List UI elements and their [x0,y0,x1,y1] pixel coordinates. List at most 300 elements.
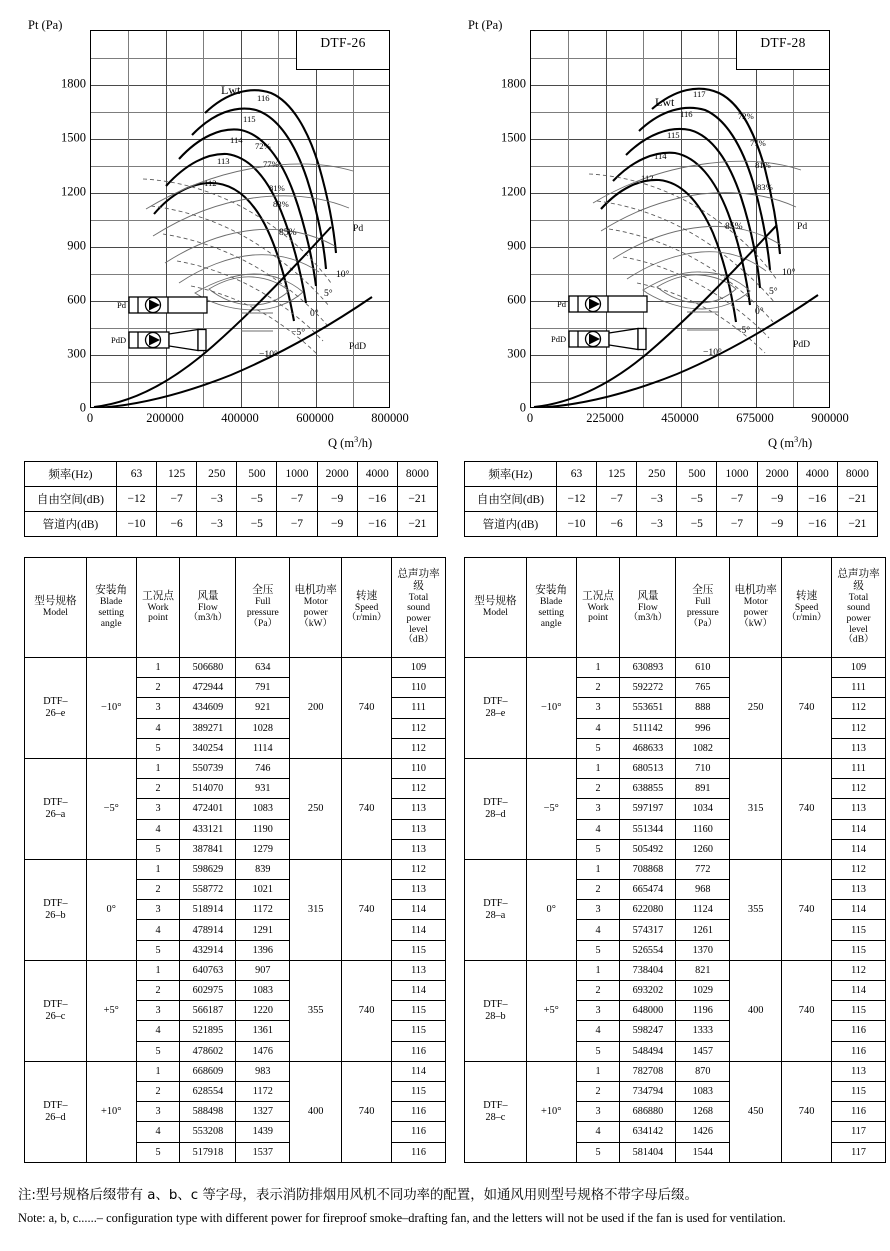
pd-icon-label: Pd [117,300,126,310]
flow-cell: 558772 [180,880,236,900]
work-point-cell: 2 [576,779,620,799]
sound-power-cell: 115 [392,1001,446,1021]
column-header-en: Speed [354,601,379,613]
column-header-en: sound [407,602,430,614]
freq-row-header: 自由空间(dB) [465,487,557,512]
full-pressure-cell: 610 [676,658,730,678]
freq-cell: −3 [197,487,237,512]
full-pressure-cell: 1370 [676,940,730,960]
freq-row-header: 自由空间(dB) [25,487,117,512]
flow-cell: 734794 [620,1081,676,1101]
header-row [25,558,446,658]
freq-cell: −9 [317,487,357,512]
model-line: 28–c [485,1111,506,1123]
chart-x-axis-label [328,434,372,451]
freq-cell: 2000 [317,462,357,487]
work-point-cell: 4 [136,819,180,839]
freq-cell: 63 [116,462,156,487]
flow-cell: 518914 [180,900,236,920]
x-axis-label-suffix: /h) [358,436,373,451]
pdd-icon-label: PdD [551,334,567,344]
column-header [136,558,180,658]
freq-cell: 500 [677,462,717,487]
flow-cell: 521895 [180,1021,236,1041]
column-header-cn: 转速 [796,590,818,602]
sound-power-cell: 113 [392,839,446,859]
work-point-cell: 3 [576,1102,620,1122]
work-point-cell: 4 [576,718,620,738]
sound-power-cell: 112 [392,718,446,738]
flow-cell: 597197 [620,799,676,819]
work-point-cell: 1 [576,658,620,678]
work-point-cell: 1 [136,758,180,778]
sound-power-cell: 114 [832,981,886,1001]
freq-table-row [25,487,438,512]
flow-cell: 680513 [620,758,676,778]
freq-table-row [465,512,878,537]
column-header-cn: 型号规格 [34,596,77,608]
sound-power-cell: 116 [392,1102,446,1122]
work-point-cell: 3 [136,799,180,819]
column-header-en: power [846,612,871,624]
freq-cell: −21 [397,512,437,537]
model-line: 26–e [45,707,66,719]
lwt-curve-116: 116 [680,109,693,119]
freq-cell: −3 [197,512,237,537]
pdd-curve-label: PdD [349,341,367,352]
speed-cell: 740 [342,960,392,1061]
sound-power-cell: 116 [392,1142,446,1162]
speed-cell: 740 [342,1061,392,1162]
model-line: 28–d [485,808,506,820]
work-point-cell: 4 [136,920,180,940]
blade-angle-cell: 0° [526,859,576,960]
model-line: DTF– [483,1100,508,1111]
efficiency-81: 81% [755,160,771,170]
freq-cell: −10 [556,512,596,537]
y-tick-900: 900 [67,238,86,253]
model-cell [25,859,87,960]
work-point-cell: 3 [576,799,620,819]
chart-y-axis-label: Pt (Pa) [28,18,63,32]
efficiency-77: 77% [750,138,766,148]
full-pressure-cell: 1220 [236,1001,290,1021]
freq-cell: −7 [277,487,317,512]
speed-cell: 740 [342,658,392,759]
octave-band-table-dtf26 [24,461,438,537]
freq-cell: 250 [637,462,677,487]
freq-cell: −7 [157,487,197,512]
chart-x-axis-label [768,434,812,451]
sound-power-cell: 115 [832,940,886,960]
sound-power-cell: 113 [832,880,886,900]
performance-data-table-dtf26 [24,557,446,1163]
model-cell [465,960,527,1061]
chart-model-tag: DTF-26 [296,30,390,70]
column-header [676,558,730,658]
full-pressure-cell: 1083 [236,799,290,819]
motor-power-cell: 400 [730,960,782,1061]
full-pressure-cell: 1190 [236,819,290,839]
x-tick-200000: 200000 [146,411,184,425]
lwt-curve-116: 116 [257,93,270,103]
model-line: DTF– [43,797,68,809]
table-header [465,558,886,658]
sound-power-cell: 112 [832,779,886,799]
performance-data-table-dtf28 [464,557,886,1163]
model-line: 26–d [45,1111,66,1123]
diffuser-duct-fan-icon [128,328,208,352]
sound-power-cell: 113 [832,1061,886,1081]
full-pressure-cell: 968 [676,880,730,900]
model-line: DTF– [43,1100,68,1111]
freq-row-header: 管道内(dB) [25,512,117,537]
speed-cell: 740 [782,758,832,859]
freq-cell: 2000 [757,462,797,487]
work-point-cell: 4 [136,718,180,738]
column-header-en: Motor [743,596,768,608]
flow-cell: 478602 [180,1041,236,1061]
column-header [342,558,392,658]
sound-power-cell: 115 [832,1001,886,1021]
blade-angle-minus10: −10° [703,347,722,358]
column-header-cn: 安装角 [535,585,568,597]
chart-curves [531,31,830,408]
full-pressure-cell: 1291 [236,920,290,940]
full-pressure-cell: 839 [236,859,290,879]
column-header-en: sound [847,602,870,614]
chart-plot-area [90,30,390,408]
column-header [25,558,87,658]
blade-angle-cell: −5° [86,758,136,859]
flow-cell: 592272 [620,678,676,698]
flow-cell: 505492 [620,839,676,859]
work-point-cell: 4 [576,819,620,839]
table-row [25,1061,446,1081]
column-header-cn: 风量 [197,590,219,602]
freq-cell: 500 [237,462,277,487]
flow-cell: 433121 [180,819,236,839]
column-header-en: Work [587,601,609,613]
full-pressure-cell: 1034 [676,799,730,819]
pdd-fan-icon [551,327,648,351]
flow-cell: 640763 [180,960,236,980]
sound-power-cell: 111 [832,678,886,698]
full-pressure-cell: 1124 [676,900,730,920]
sound-power-cell: 112 [392,859,446,879]
model-cell [25,960,87,1061]
column-header-en: Model [482,607,508,619]
speed-cell: 740 [782,960,832,1061]
flow-cell: 526554 [620,940,676,960]
column-header-en: （Pa） [688,617,718,629]
work-point-cell: 3 [136,1001,180,1021]
header-row [465,558,886,658]
straight-duct-fan-icon [128,294,208,316]
column-header [526,558,576,658]
model-cell [465,758,527,859]
column-header-en: pressure [246,607,279,619]
full-pressure-cell: 1476 [236,1041,290,1061]
sound-power-cell: 112 [832,859,886,879]
table-row [465,1061,886,1081]
freq-cell: −9 [757,487,797,512]
model-line: 26–b [45,909,66,921]
column-header-cn: 全压 [692,585,714,597]
sound-power-cell: 116 [832,1021,886,1041]
efficiency-83: 83% [273,199,289,209]
freq-table-row [465,462,878,487]
freq-cell: −5 [677,512,717,537]
flow-cell: 434609 [180,698,236,718]
work-point-cell: 5 [136,1041,180,1061]
work-point-cell: 4 [136,1021,180,1041]
work-point-cell: 2 [136,779,180,799]
full-pressure-cell: 1544 [676,1142,730,1162]
full-pressure-cell: 1160 [676,819,730,839]
column-header-en: level [409,623,428,635]
y-tick-900: 900 [507,238,526,253]
table-row [25,758,446,778]
lwt-curve-114: 114 [230,135,243,145]
full-pressure-cell: 1327 [236,1102,290,1122]
model-line: DTF– [483,696,508,708]
work-point-cell: 1 [136,960,180,980]
work-point-cell: 5 [576,940,620,960]
column-header-cn: 全压 [252,585,274,597]
table-body [465,658,886,1163]
y-tick-0: 0 [79,400,86,415]
flow-cell: 686880 [620,1102,676,1122]
work-point-cell: 3 [136,1102,180,1122]
column-header [180,558,236,658]
full-pressure-cell: 1083 [236,981,290,1001]
sound-power-cell: 109 [832,658,886,678]
x-axis-label-suffix: /h) [798,436,813,451]
lwt-curve-115: 115 [667,130,680,140]
freq-cell: −5 [237,512,277,537]
column-header-en: Total [848,591,869,603]
performance-chart-dtf26 [28,18,418,451]
full-pressure-cell: 1172 [236,1081,290,1101]
work-point-cell: 2 [576,678,620,698]
freq-cell: −12 [556,487,596,512]
flow-cell: 708868 [620,859,676,879]
y-tick-600: 600 [67,292,86,307]
sound-power-cell: 110 [392,678,446,698]
freq-cell: −5 [237,487,277,512]
sound-power-cell: 115 [392,940,446,960]
model-cell [25,658,87,759]
full-pressure-cell: 710 [676,758,730,778]
work-point-cell: 4 [576,1021,620,1041]
y-tick-1200: 1200 [61,184,86,199]
efficiency-85: 85% [725,221,743,232]
motor-power-cell: 450 [730,1061,782,1162]
freq-table-row [465,487,878,512]
freq-table-body [25,462,438,537]
sound-power-cell: 114 [832,819,886,839]
column-header-en: Speed [794,601,819,613]
table-row [465,859,886,879]
column-header-en: （kW） [299,617,333,629]
flow-cell: 602975 [180,981,236,1001]
column-header-cn: 电机功率 [294,585,337,597]
efficiency-72: 72% [738,111,754,121]
motor-power-cell: 315 [290,859,342,960]
freq-cell: 125 [157,462,197,487]
model-cell [465,658,527,759]
freq-row-header: 管道内(dB) [465,512,557,537]
blade-angle-cell: +5° [526,960,576,1061]
full-pressure-cell: 746 [236,758,290,778]
work-point-cell: 1 [576,960,620,980]
flow-cell: 628554 [180,1081,236,1101]
x-tick-0: 0 [526,411,534,425]
column-header-en: point [148,612,168,624]
flow-cell: 514070 [180,779,236,799]
work-point-cell: 5 [576,839,620,859]
full-pressure-cell: 1172 [236,900,290,920]
freq-cell: −9 [317,512,357,537]
lwt-curve-113: 113 [217,156,230,166]
full-pressure-cell: 772 [676,859,730,879]
column-header [576,558,620,658]
blade-angle-cell: −10° [86,658,136,759]
work-point-cell: 1 [576,859,620,879]
sound-power-cell: 112 [832,960,886,980]
sound-power-cell: 112 [392,738,446,758]
model-line: DTF– [483,797,508,809]
x-tick-225000: 225000 [586,411,624,425]
freq-cell: −3 [637,512,677,537]
blade-angle-cell: +10° [86,1061,136,1162]
sound-power-cell: 117 [832,1122,886,1142]
y-tick-1200: 1200 [501,184,526,199]
full-pressure-cell: 1261 [676,920,730,940]
work-point-cell: 1 [136,859,180,879]
freq-cell: 8000 [397,462,437,487]
column-header [392,558,446,658]
sound-power-cell: 109 [392,658,446,678]
column-header-en: （r/min） [786,612,827,624]
model-cell [465,859,527,960]
work-point-cell: 2 [136,1081,180,1101]
column-header-en: angle [540,617,562,629]
freq-cell: 1000 [717,462,757,487]
table-row [465,658,886,678]
flow-cell: 387841 [180,839,236,859]
x-tick-400000: 400000 [221,411,259,425]
sound-power-cell: 116 [832,1102,886,1122]
flow-cell: 693202 [620,981,676,1001]
column-header-en: Flow [198,601,218,613]
freq-row-header: 频率(Hz) [25,462,117,487]
flow-cell: 638855 [620,779,676,799]
flow-cell: 598629 [180,859,236,879]
sound-power-cell: 112 [392,779,446,799]
sound-power-cell: 114 [392,1061,446,1081]
full-pressure-cell: 1260 [676,839,730,859]
work-point-cell: 2 [136,678,180,698]
sound-power-cell: 113 [832,738,886,758]
pd-curve-label: Pd [353,223,364,234]
x-tick-0: 0 [86,411,94,425]
freq-cell: −7 [717,512,757,537]
full-pressure-cell: 1457 [676,1041,730,1061]
flow-cell: 566187 [180,1001,236,1021]
column-header-en: （kW） [739,617,773,629]
full-pressure-cell: 1439 [236,1122,290,1142]
column-header-en: angle [100,617,122,629]
full-pressure-cell: 634 [236,658,290,678]
freq-cell: 250 [197,462,237,487]
column-header-cn: 工况点 [142,590,174,602]
full-pressure-cell: 921 [236,698,290,718]
sound-power-cell: 115 [392,1021,446,1041]
efficiency-81: 81% [269,183,285,193]
x-axis-label-prefix: Q (m [768,436,795,451]
work-point-cell: 3 [576,698,620,718]
lwt-curve-112: 112 [641,173,654,183]
freq-cell: −6 [157,512,197,537]
pd-fan-icon [557,293,648,315]
full-pressure-cell: 1333 [676,1021,730,1041]
sound-power-cell: 113 [392,819,446,839]
full-pressure-cell: 1029 [676,981,730,1001]
work-point-cell: 2 [576,981,620,1001]
work-point-cell: 5 [136,1142,180,1162]
work-point-cell: 3 [576,1001,620,1021]
octave-band-table-dtf28 [464,461,878,537]
freq-cell: 63 [556,462,596,487]
pd-icon-label: Pd [557,299,566,309]
freq-cell: −21 [837,512,877,537]
y-tick-600: 600 [507,292,526,307]
column-header-en: level [849,623,868,635]
full-pressure-cell: 888 [676,698,730,718]
sound-power-cell: 114 [832,900,886,920]
freq-cell: 4000 [357,462,397,487]
pdd-fan-icon [111,328,208,352]
y-tick-300: 300 [507,346,526,361]
model-line: 26–c [45,1010,66,1022]
flow-cell: 588498 [180,1102,236,1122]
flow-cell: 574317 [620,920,676,940]
sound-power-cell: 114 [392,981,446,1001]
full-pressure-cell: 870 [676,1061,730,1081]
footnote-chinese: 注:型号规格后缀带有 a、b、c 等字母，表示消防排烟用风机不同功率的配置，如通风用则型号规格不带字母后缀。 [18,1188,698,1203]
work-point-cell: 2 [576,880,620,900]
work-point-cell: 5 [576,1041,620,1061]
work-point-cell: 2 [136,981,180,1001]
sound-power-cell: 116 [392,1041,446,1061]
efficiency-83: 83% [757,182,773,192]
efficiency-77: 77% [263,159,279,169]
column-header-cn: 安装角 [95,585,128,597]
model-line: 28–e [485,707,506,719]
model-line: DTF– [43,898,68,910]
freq-cell: −7 [277,512,317,537]
motor-power-cell: 400 [290,1061,342,1162]
flow-cell: 630893 [620,658,676,678]
work-point-cell: 4 [576,1122,620,1142]
table-row [465,758,886,778]
table-body [25,658,446,1163]
column-header [832,558,886,658]
lwt-label: Lwt [655,95,675,109]
sound-power-cell: 113 [832,799,886,819]
